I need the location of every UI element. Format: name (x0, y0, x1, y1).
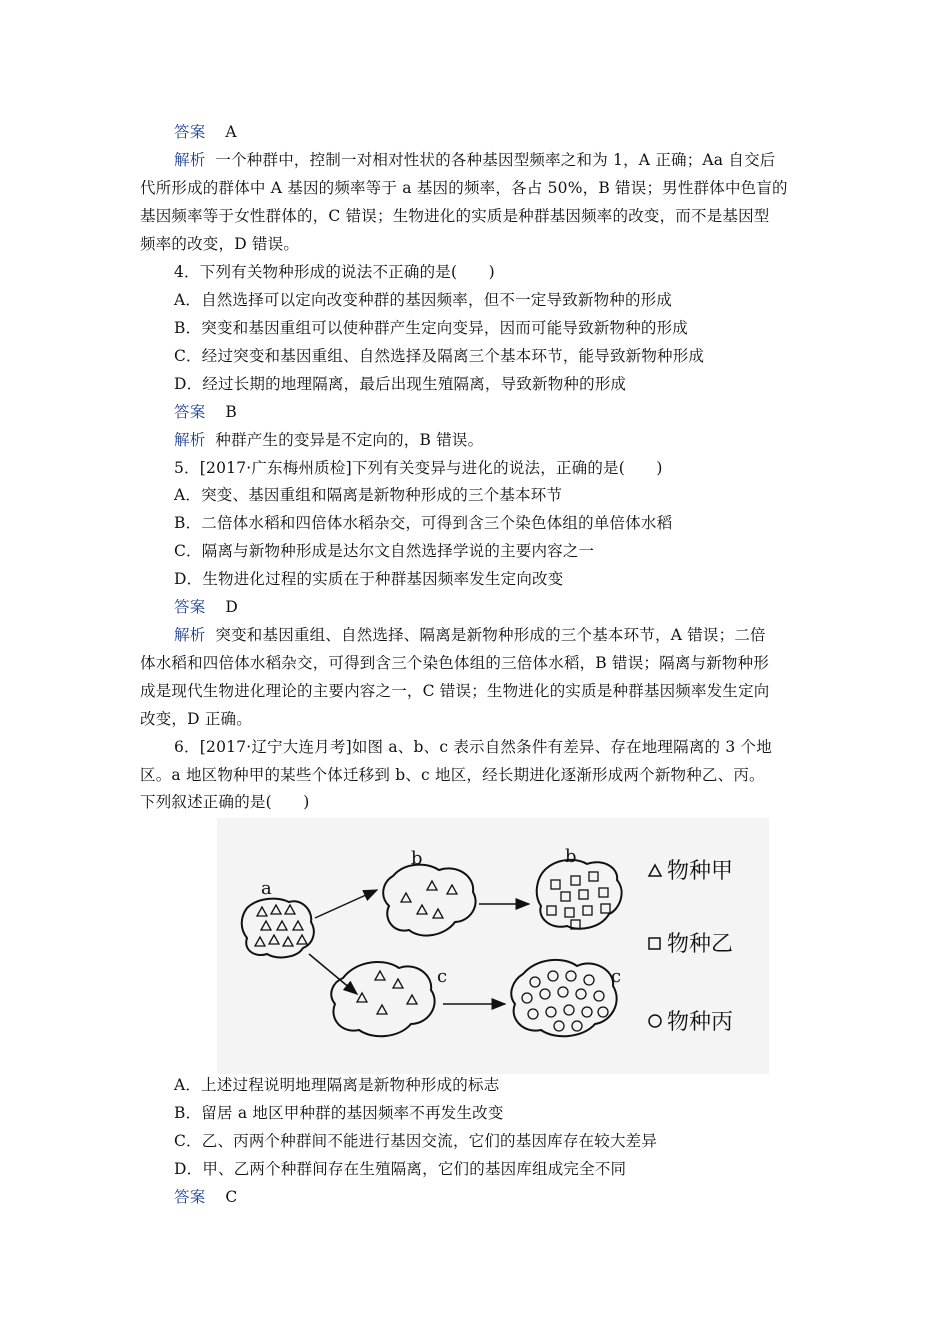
option-d-q6: D．甲、乙两个种群间存在生殖隔离，它们的基因库组成完全不同 (174, 1160, 627, 1178)
option-c-q6: C．乙、丙两个种群间不能进行基因交流，它们的基因库存在较大差异 (174, 1132, 658, 1150)
answer-value: C (225, 1188, 238, 1206)
question-stem-q6: 6．[2017·辽宁大连月考]如图 a、b、c 表示自然条件有差异、存在地理隔离的 3 个地 (174, 738, 772, 756)
analysis-text: 代所形成的群体中 A 基因的频率等于 a 基因的频率，各占 50%，B 错误；男性群体中色盲的 (140, 179, 788, 197)
question-stem-q5: 5．[2017·广东梅州质检]下列有关变异与进化的说法，正确的是( ) (174, 459, 663, 477)
option-c-q5: C．隔离与新物种形成是达尔文自然选择学说的主要内容之一 (174, 542, 595, 560)
analysis-label: 解析 (174, 626, 206, 644)
answer-value: D (225, 598, 239, 616)
option-b-q6: B．留居 a 地区甲种群的基因频率不再发生改变 (174, 1104, 504, 1122)
answer-value: A (225, 123, 237, 141)
analysis-line-q3 (174, 150, 854, 170)
answer-line-q6 (174, 1187, 854, 1207)
speciation-diagram (217, 818, 769, 1074)
option-b-q4: B．突变和基因重组可以使种群产生定向变异，因而可能导致新物种的形成 (174, 319, 688, 337)
analysis-text: 体水稻和四倍体水稻杂交，可得到含三个染色体组的三倍体水稻，B 错误；隔离与新物种形 (140, 654, 770, 672)
answer-label: 答案 (174, 403, 206, 421)
answer-line-q3 (174, 122, 854, 142)
answer-label: 答案 (174, 1188, 206, 1206)
answer-label: 答案 (174, 123, 206, 141)
analysis-text: 频率的改变，D 错误。 (140, 235, 300, 253)
region-label-a: a (261, 878, 272, 899)
question-stem-q6: 下列叙述正确的是( ) (140, 793, 310, 811)
option-a-q4: A．自然选择可以定向改变种群的基因频率，但不一定导致新物种的形成 (174, 291, 673, 309)
option-d-q5: D．生物进化过程的实质在于种群基因频率发生定向改变 (174, 570, 564, 588)
question-stem-q4: 4．下列有关物种形成的说法不正确的是( ) (174, 263, 495, 281)
analysis-label: 解析 (174, 431, 206, 449)
region-label-b: b (565, 846, 577, 867)
analysis-text: 基因频率等于女性群体的，C 错误；生物进化的实质是种群基因频率的改变，而不是基因型 (140, 207, 770, 225)
answer-line-q4 (174, 402, 854, 422)
answer-line-q5 (174, 597, 854, 617)
option-a-q6: A．上述过程说明地理隔离是新物种形成的标志 (174, 1076, 500, 1094)
legend-species-bing: 物种丙 (667, 1010, 734, 1035)
option-b-q5: B．二倍体水稻和四倍体水稻杂交，可得到含三个染色体组的单倍体水稻 (174, 514, 673, 532)
analysis-text: 成是现代生物进化理论的主要内容之一，C 错误；生物进化的实质是种群基因频率发生定向 (140, 682, 770, 700)
answer-value: B (225, 403, 237, 421)
legend-species-jia: 物种甲 (667, 859, 734, 884)
analysis-label: 解析 (174, 151, 206, 169)
region-label-c: c (437, 966, 448, 987)
analysis-text: 突变和基因重组、自然选择、隔离是新物种形成的三个基本环节，A 错误；二倍 (215, 626, 766, 644)
question-stem-q6: 区。a 地区物种甲的某些个体迁移到 b、c 地区，经长期进化逐渐形成两个新物种乙、丙。 (140, 766, 765, 784)
analysis-line-q4 (174, 430, 854, 450)
analysis-line-q5 (174, 625, 854, 645)
region-label-b: b (411, 848, 423, 869)
analysis-text: 种群产生的变异是不定向的，B 错误。 (215, 431, 484, 449)
option-c-q4: C．经过突变和基因重组、自然选择及隔离三个基本环节，能导致新物种形成 (174, 347, 705, 365)
legend-species-yi: 物种乙 (667, 932, 734, 957)
region-label-c: c (611, 966, 622, 987)
analysis-text: 改变，D 正确。 (140, 710, 252, 728)
answer-label: 答案 (174, 598, 206, 616)
analysis-text: 一个种群中，控制一对相对性状的各种基因型频率之和为 1，A 正确；Aa 自交后 (215, 151, 776, 169)
option-d-q4: D．经过长期的地理隔离，最后出现生殖隔离，导致新物种的形成 (174, 375, 627, 393)
option-a-q5: A．突变、基因重组和隔离是新物种形成的三个基本环节 (174, 486, 563, 504)
